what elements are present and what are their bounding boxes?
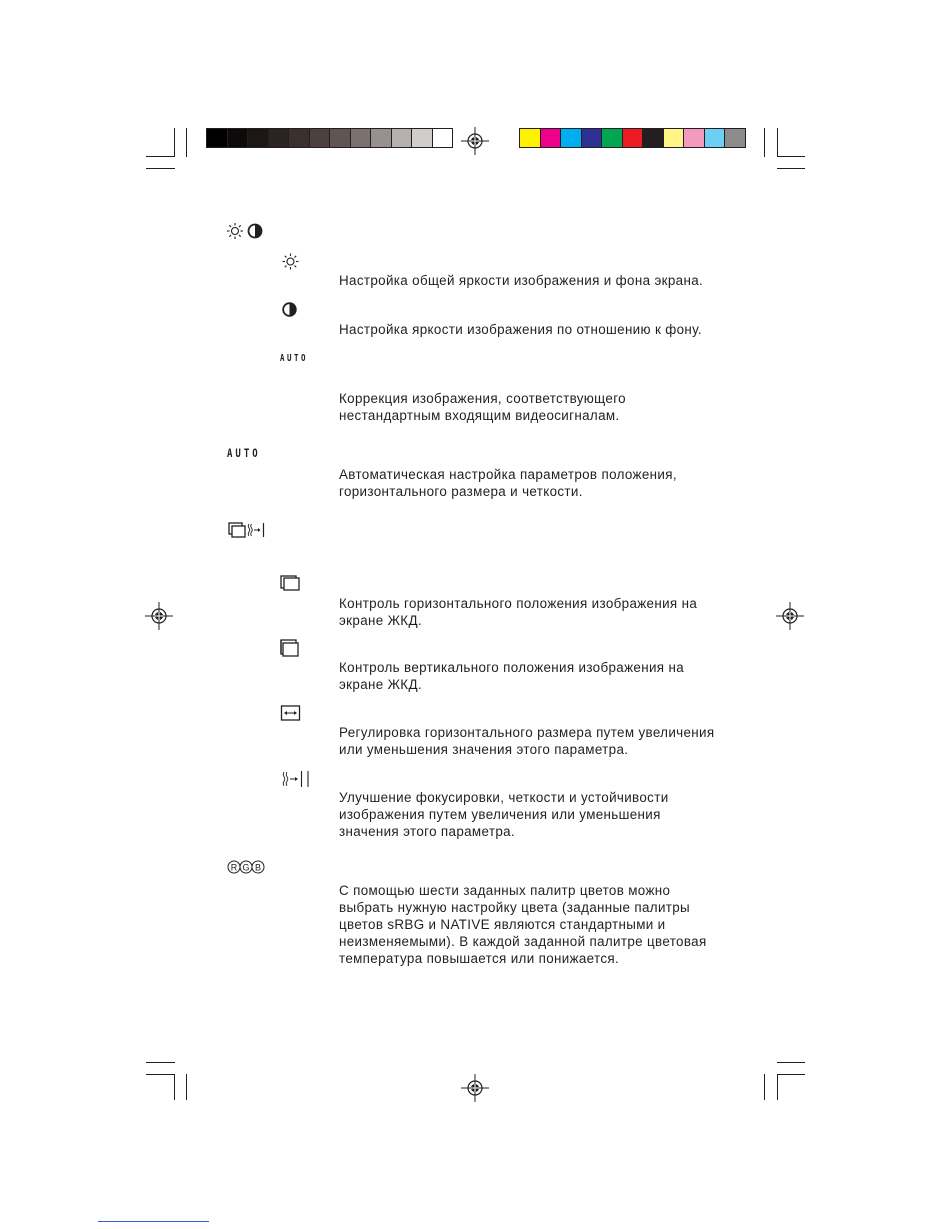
color-calibration-bar — [519, 128, 746, 148]
rgb-letter-b: B — [254, 862, 262, 873]
sun-icon — [281, 252, 300, 271]
color-swatch — [623, 128, 644, 148]
color-swatch — [602, 128, 623, 148]
color-swatch — [561, 128, 582, 148]
color-description-line5: температура повышается или понижается. — [339, 951, 620, 966]
grayscale-swatch — [412, 128, 433, 148]
auto-adjust-description-line2: нестандартным входящим видеосигналам. — [339, 408, 620, 423]
fine-description-line3: значения этого параметра. — [339, 824, 515, 839]
registration-mark-left-icon — [145, 602, 173, 630]
h-position-description-line2: экране ЖКД. — [339, 613, 422, 628]
color-swatch — [519, 128, 541, 148]
auto-setup-label: AUTO — [227, 448, 261, 461]
v-position-description-line1: Контроль вертикального положения изображения на — [339, 660, 684, 675]
rgb-letter-g: G — [242, 862, 250, 873]
h-size-description-line1: Регулировка горизонтального размера путем увеличения — [339, 725, 715, 740]
registration-mark-top-icon — [461, 127, 489, 155]
registration-mark-bottom-icon — [461, 1074, 489, 1102]
grayscale-swatch — [433, 128, 454, 148]
grayscale-swatch — [269, 128, 290, 148]
v-position-description-line2: экране ЖКД. — [339, 677, 422, 692]
color-swatch — [541, 128, 562, 148]
color-swatch — [705, 128, 726, 148]
horizontal-size-icon — [280, 704, 302, 722]
grayscale-swatch — [392, 128, 413, 148]
grayscale-swatch — [310, 128, 331, 148]
h-size-description-line2: или уменьшения значения этого параметра. — [339, 742, 629, 757]
color-description-line1: С помощью шести заданных палитр цветов можно — [339, 883, 671, 898]
fine-description-line1: Улучшение фокусировки, четкости и устойчивости — [339, 790, 669, 805]
grayscale-swatch — [330, 128, 351, 148]
registration-mark-right-icon — [776, 602, 804, 630]
grayscale-swatch — [248, 128, 269, 148]
fine-description-line2: изображения путем увеличения или уменьшения — [339, 807, 661, 822]
horizontal-position-icon — [280, 574, 302, 592]
fine-focus-icon — [280, 769, 314, 789]
auto-adjust-description-line1: Коррекция изображения, соответствующего — [339, 391, 626, 406]
color-swatch — [684, 128, 705, 148]
rgb-color-icon — [227, 859, 265, 875]
color-swatch — [664, 128, 685, 148]
color-swatch — [725, 128, 746, 148]
brightness-contrast-icon — [226, 221, 266, 241]
h-position-description-line1: Контроль горизонтального положения изображения на — [339, 596, 698, 611]
grayscale-swatch — [371, 128, 392, 148]
contrast-description: Настройка яркости изображения по отношению к фону. — [339, 322, 702, 337]
footer-underline — [98, 1221, 209, 1222]
half-circle-contrast-icon — [281, 301, 298, 318]
grayscale-swatch — [228, 128, 249, 148]
auto-setup-description-line2: горизонтального размера и четкости. — [339, 484, 583, 499]
brightness-description: Настройка общей яркости изображения и фона экрана. — [339, 273, 704, 288]
grayscale-swatch — [289, 128, 310, 148]
color-description-line2: выбрать нужную настройку цвета (заданные палитры — [339, 900, 691, 915]
grayscale-swatch — [206, 128, 228, 148]
grayscale-calibration-bar — [206, 128, 453, 148]
color-description-line3: цветов sRBG и NATIVE являются стандартными и — [339, 917, 666, 932]
color-swatch — [582, 128, 603, 148]
auto-adjust-label: AUTO — [280, 352, 309, 364]
vertical-position-icon — [280, 638, 302, 658]
position-size-focus-icon — [227, 519, 267, 539]
auto-setup-description-line1: Автоматическая настройка параметров положения, — [339, 467, 677, 482]
color-description-line4: неизменяемыми). В каждой заданной палитре цветовая — [339, 934, 707, 949]
grayscale-swatch — [351, 128, 372, 148]
color-swatch — [643, 128, 664, 148]
rgb-letter-r: R — [230, 862, 238, 873]
